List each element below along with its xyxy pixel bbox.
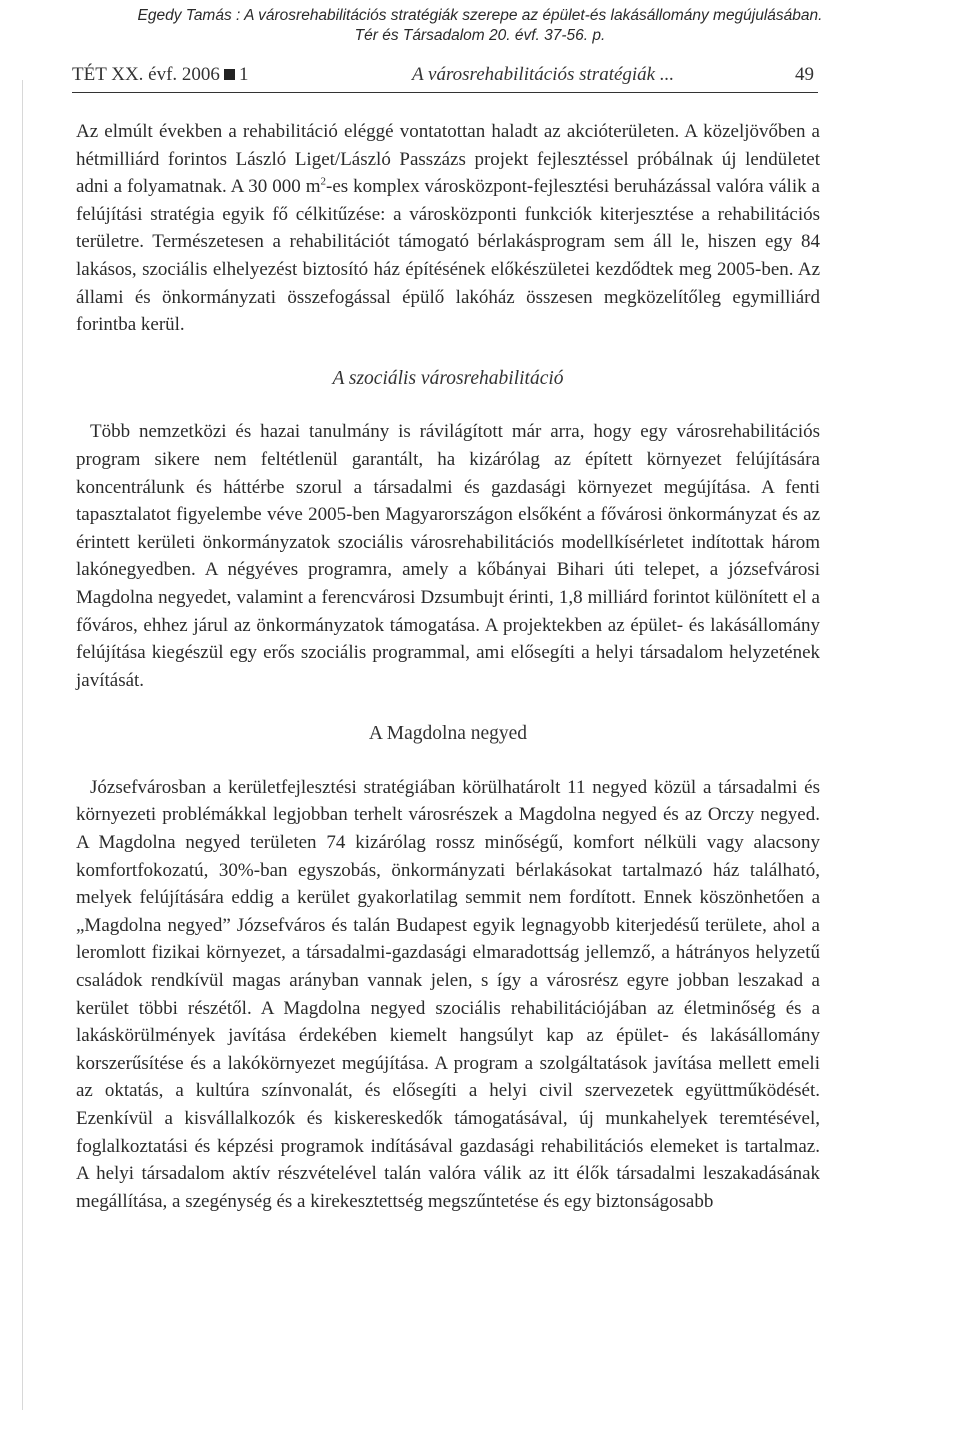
- paragraph-social-rehabilitation: Több nemzetközi és hazai tanulmány is rávilágított már arra, hogy egy városrehabilitációs program sikere nem feltétlenül garantált, ha kizárólag az épített környezet felújítására koncentrálunk és háttérbe szorul a társadalmi és gazdasági környezet megújítása. A fenti tapasztalatot figyelembe véve 2005-ben Magyarországon elsőként a fővárosi önkormányzat és az érintett kerületi önkormányzatok szociális városrehabilitációs modellkísérletet indítottak három lakónegyedben. A négyéves programra, amely a kőbányai Bihari úti telepet, a józsefvárosi Magdolna negyedet, valamint a ferencvárosi Dzsumbujt érinti, 1,8 milliárd forintot különített el a főváros, ehhez járul az önkormányzatok támogatása. A projektekben az épület- és lakásállomány felújítása kiegészül egy erős szociális programmal, ami elősegíti a helyi társadalom helyzetének javítását.: [76, 421, 820, 691]
- superscript-2: 2: [320, 175, 326, 188]
- section-heading-magdolna: A Magdolna negyed: [368, 723, 528, 745]
- citation-banner: [0, 6, 960, 46]
- journal-name: TÉT XX. évf. 2006: [72, 64, 220, 85]
- section-heading-social-rehabilitation: A szociális városrehabilitáció: [332, 367, 564, 389]
- paragraph-1-text-b: -es komplex városközpont-fejlesztési beruházással valóra válik a felújítási stratégia egyik fő célkitűzése: a városközponti funkciók kiterjesztése a rehabilitációs területre. Természetesen a rehabilitációt támogató bérlakásprogram sem áll le, hiszen egy 84 lakásos, szociális elhelyezést biztosító ház építésének előkészületei kezdődtek meg 2005-ben. Az állami és önkormányzati összefogással épülő lakóház összesen megközelítőleg egymilliárd forintba kerül.: [76, 176, 820, 336]
- paragraph-magdolna-quarter: Józsefvárosban a kerületfejlesztési stratégiában körülhatárolt 11 negyed közül a társadalmi és környezeti problémákkal legjobban terhelt városrészek a Magdolna negyed és az Orczy negyed. A Magdolna negyed területen 74 kizárólag rossz minőségű, komfort nélküli vagy alacsony komfortfokozatú, 30%-ban egyszobás, önkormányzati bérlakásokat tartalmazó ház található, melyek felújítására eddig a kerület gyakorlatilag semmit nem fordított. Ennek köszönhetően a „Magdolna negyed” Józsefváros és talán Budapest egyik legnagyobb kiterjedésű területe, ahol a leromlott fizikai környezet, a társadalmi-gazdasági elmaradottság jellemző, a hátrányos helyzetű családok rendkívül magas arányban vannak jelen, s így a városrész egyre jobban leszakad a kerület többi részétől. A Magdolna negyed szociális rehabilitációjában az életminőség és a lakáskörülmények javítása érdekében kiemelt hangsúlyt kap az épület- és lakásállomány korszerűsítése és a lakókörnyezet megújítása. A program a szolgáltatások javítása mellett emeli az oktatás, a kultúra színvonalát, és elősegíti a helyi civil szervezetek együttműködését. Ezenkívül a kisvállalkozók és kiskereskedők támogatásával, új munkahelyek teremtésével, foglalkoztatási és képzési programok indításával gazdasági rehabilitációs elemeket is tartalmaz. A helyi társadalom aktív részvételével talán valóra válik az itt élők társadalmi leszakadásának megállítása, a szegénység és a kirekesztettség megszűntetése és egy biztonságosabb: [76, 776, 820, 1212]
- page-number: 49: [795, 64, 814, 85]
- citation-line-2: Tér és Társadalom 20. évf. 37-56. p.: [354, 27, 606, 44]
- scan-edge-line: [22, 80, 23, 1410]
- citation-line-1: Egedy Tamás : A városrehabilitációs stratégiák szerepe az épület-és lakásállomány megújulásában.: [137, 7, 823, 24]
- running-head: [72, 64, 818, 93]
- issue-number: 1: [238, 64, 249, 85]
- article-short-title: A városrehabilitációs stratégiák ...: [412, 64, 675, 85]
- paragraph-1-text-a: Az elmúlt években a rehabilitáció eléggé vontatottan haladt az akcióterületen. A közeljövőben a hétmilliárd forintos László Liget/László Passzázs projekt fejlesztéssel próbálnak új lendületet adni a folyamatnak. A 30 000 m: [76, 121, 820, 198]
- paragraph-rehabilitation-progress: [76, 118, 820, 339]
- square-bullet-icon: [224, 69, 235, 80]
- article-body: [76, 118, 820, 1215]
- journal-info: [72, 64, 248, 86]
